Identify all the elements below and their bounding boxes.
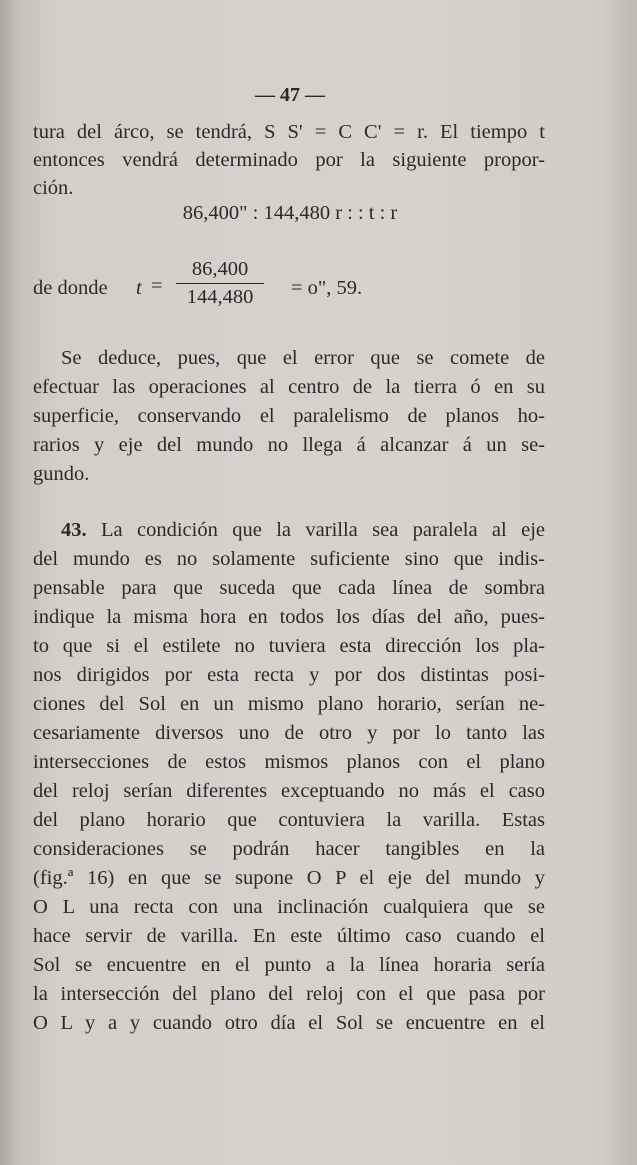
text-line: (fig.ª 16) en que se supone O P el eje del mundo y [33,867,545,889]
text-line: efectuar las operaciones al centro de la tierra ó en su [33,376,545,398]
formula-prefix: de donde [33,277,108,299]
formula-equals: = [151,275,163,297]
text-line: consideraciones se podrán hacer tangibles en la [33,838,545,860]
text-line: hace servir de varilla. En este último caso cuando el [33,925,545,947]
text-line: ciones del Sol en un mismo plano horario, serían ne- [33,693,545,715]
fraction-numerator: 86,400 [191,258,249,280]
text-line: pensable para que suceda que cada línea de sombra [33,577,545,599]
text-line: ción. [33,177,74,199]
text-line: del plano horario que contuviera la varilla. Estas [33,809,545,831]
text-line: superficie, conservando el paralelismo de planos ho- [33,405,545,427]
formula-variable: t [136,277,142,299]
result-formula [33,258,553,314]
text-line: intersecciones de estos mismos planos con el plano [33,751,545,773]
page-number: — 47 — [255,84,325,106]
text-line: O L y a y cuando otro día el Sol se encuentre en el [33,1012,545,1034]
text-line-content: La condición que la varilla sea paralela al eje [101,519,545,541]
paragraph-number: 43. [61,519,87,541]
text-line: del mundo es no solamente suficiente sino que indis- [33,548,545,570]
text-line: indique la misma hora en todos los días del año, pues- [33,606,545,628]
text-line: gundo. [33,463,90,485]
text-line: O L una recta con una inclinación cualquiera que se [33,896,545,918]
fraction [176,258,264,309]
text-line: la intersección del plano del reloj con el que pasa por [33,983,545,1005]
formula-result: = o", 59. [291,277,363,299]
text-line [33,517,545,543]
text-line: entonces vendrá determinado por la siguiente propor- [33,149,545,171]
text-line: to que si el estilete no tuviera esta dirección los pla- [33,635,545,657]
text-line: Sol se encuentre en el punto a la línea horaria sería [33,954,545,976]
text-line: rarios y eje del mundo no llega á alcanzar á un se- [33,434,545,456]
fraction-denominator: 144,480 [186,286,254,308]
text-line: nos dirigidos por esta recta y por dos distintas posi- [33,664,545,686]
text-line: del reloj serían diferentes exceptuando no más el caso [33,780,545,802]
text-line: cesariamente diversos uno de otro y por lo tanto las [33,722,545,744]
text-line: tura del árco, se tendrá, S S' = C C' = r. El tiempo t [33,121,545,143]
fraction-bar [176,283,264,284]
text-line: Se deduce, pues, que el error que se comete de [61,347,545,369]
proportion-formula: 86,400" : 144,480 r : : t : r [182,202,398,224]
